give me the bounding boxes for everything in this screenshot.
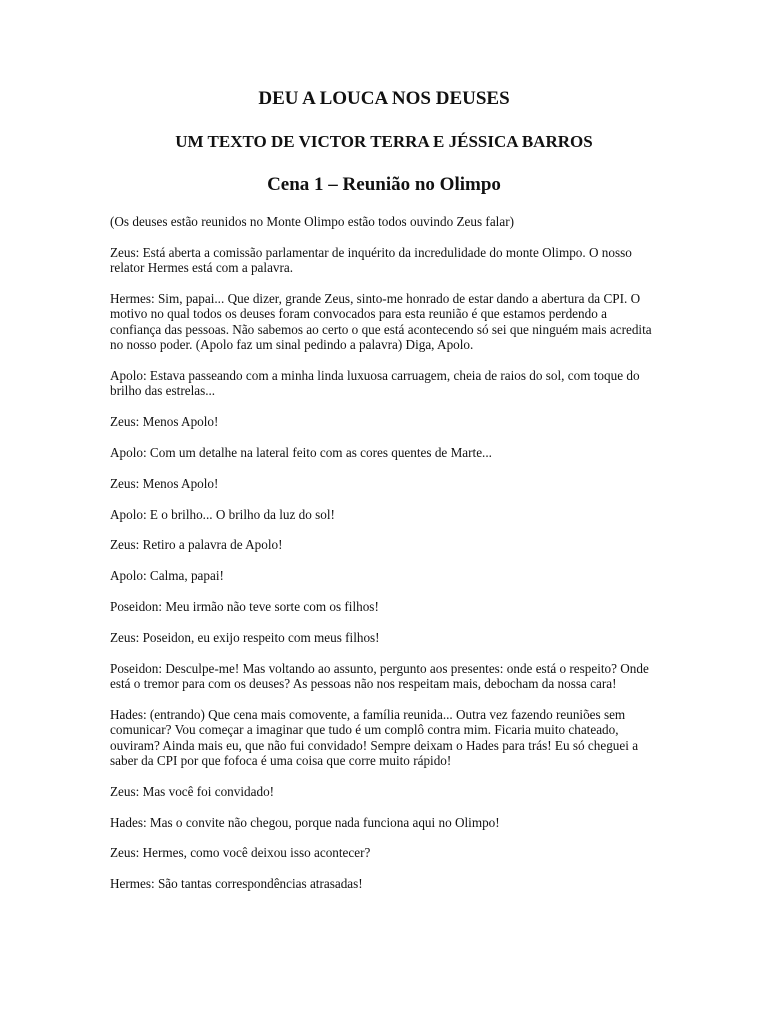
dialogue-line: Apolo: Com um detalhe na lateral feito com as cores quentes de Marte... [110, 445, 492, 461]
document-subtitle: UM TEXTO DE VICTOR TERRA E JÉSSICA BARROS [175, 132, 593, 151]
dialogue-line: Zeus: Menos Apolo! [110, 414, 219, 430]
document-title: DEU A LOUCA NOS DEUSES [258, 88, 510, 109]
stage-direction: (Os deuses estão reunidos no Monte Olimpo estão todos ouvindo Zeus falar) [110, 214, 514, 229]
dialogue-line: Apolo: E o brilho... O brilho da luz do sol! [110, 506, 335, 522]
dialogue-line: Apolo: Calma, papai! [110, 568, 224, 584]
dialogue-line: Zeus: Menos Apolo! [110, 475, 219, 491]
dialogue-line: Zeus: Mas você foi convidado! [110, 783, 275, 799]
dialogue-line: Zeus: Retiro a palavra de Apolo! [110, 537, 283, 553]
scene-title: Cena 1 – Reunião no Olimpo [267, 174, 501, 195]
dialogue-line: Apolo: Estava passeando com a minha linda luxuosa carruagem, cheia de raios do sol, com toque do brilho das estrelas... [110, 368, 640, 399]
dialogue-line: Poseidon: Desculpe-me! Mas voltando ao assunto, pergunto aos presentes: onde está o respeito? Onde está o tremor para com os deuses? As pessoas não nos respeitam mais, debocham da nossa cara! [110, 660, 649, 691]
dialogue-line: Zeus: Poseidon, eu exijo respeito com meus filhos! [110, 629, 380, 645]
document-body [110, 214, 658, 907]
dialogue-line: Zeus: Está aberta a comissão parlamentar de inquérito da incredulidade do monte Olimpo. O nosso relator Hermes está com a palavra. [110, 244, 632, 276]
dialogue-line: Hermes: Sim, papai... Que dizer, grande Zeus, sinto-me honrado de estar dando a abertura da CPI. O motivo no qual todos os deuses foram convocados para esta reunião é que estamos perdendo a confiança das pessoas. Não sabemos ao certo o que está acontecendo só sei que ninguém mais acredita no nosso poder. (Apolo faz um sinal pedindo a palavra) Diga, Apolo. [110, 291, 652, 353]
dialogue-line: Hermes: São tantas correspondências atrasadas! [110, 876, 363, 892]
dialogue-line: Hades: Mas o convite não chegou, porque nada funciona aqui no Olimpo! [110, 814, 500, 830]
dialogue-line: Zeus: Hermes, como você deixou isso acontecer? [110, 845, 371, 861]
dialogue-line: Hades: (entrando) Que cena mais comovente, a família reunida... Outra vez fazendo reuniões sem comunicar? Vou começar a imaginar que tudo é um complô contra mim. Ficaria muito chateado, ouviram? Ainda mais eu, que não fui convidado! Sempre deixam o Hades para trás! Eu só cheguei a saber da CPI por que fofoca é uma coisa que corre muito rápido! [110, 706, 639, 769]
dialogue-line: Poseidon: Meu irmão não teve sorte com os filhos! [110, 599, 379, 614]
